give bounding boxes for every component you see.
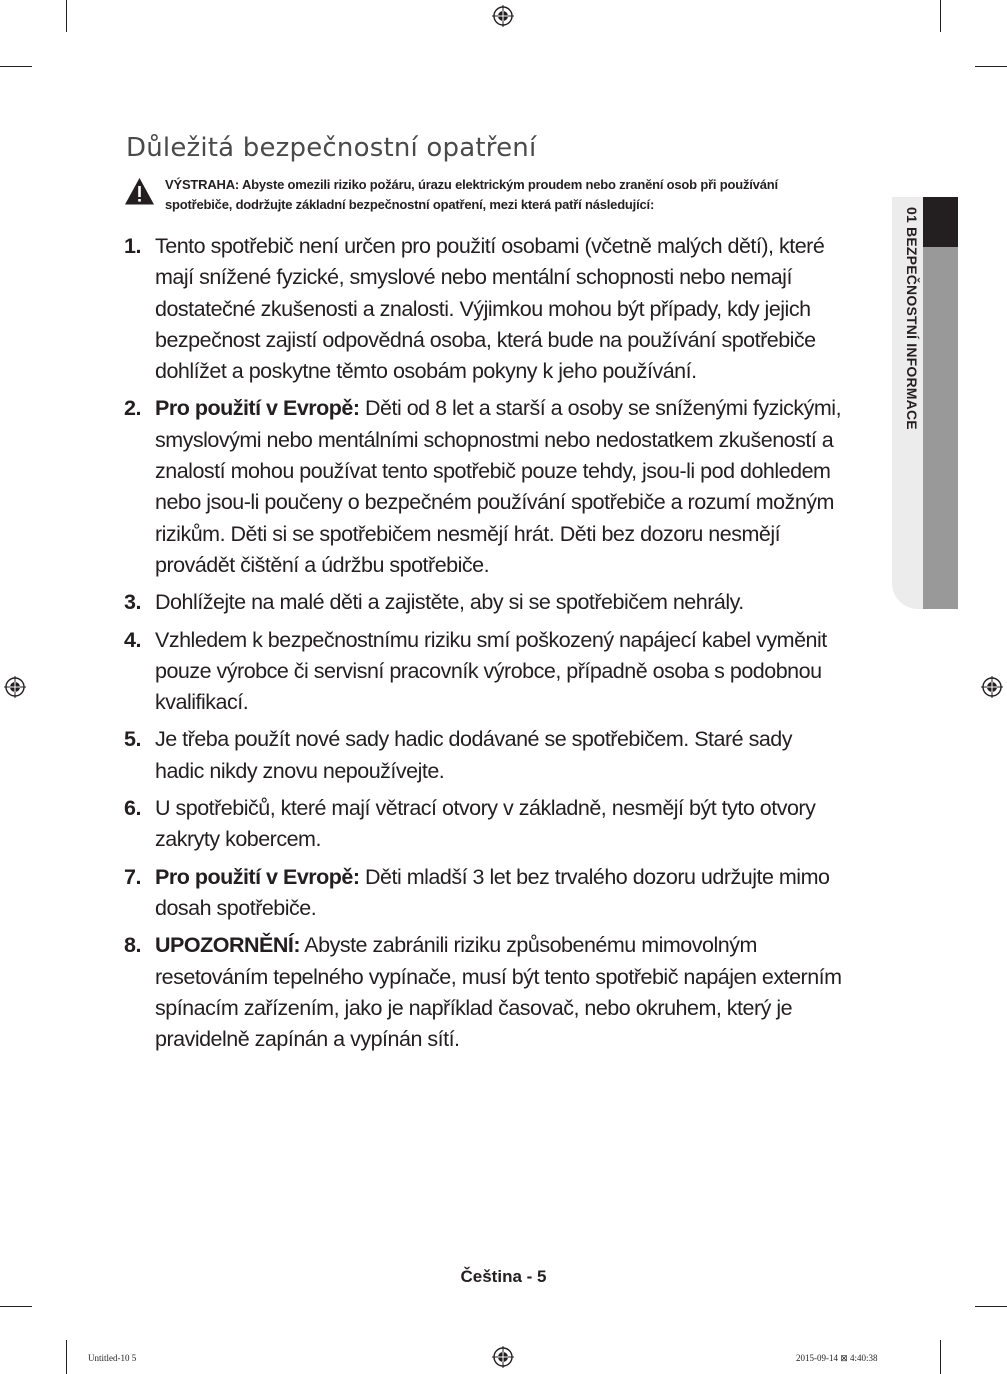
chapter-tab-bar — [923, 247, 958, 609]
item-body: Děti od 8 let a starší a osoby se sníženými fyzickými, smyslovými nebo mentálními schopnostmi nebo nedostatkem zkušeností a znalostí mohou používat tento spotřebič pouze tehdy, jsou-li pod dohledem nebo jsou-li poučeny o bezpečném používání spotřebiče a rozumí možným rizikům. Děti si se spotřebičem nesmějí hrát. Děti bez dozoru nesmějí provádět čištění a údržbu spotřebiče. — [155, 396, 842, 577]
item-text — [155, 724, 844, 787]
item-text — [155, 862, 844, 925]
list-item — [124, 793, 844, 856]
item-text — [155, 930, 844, 1055]
item-lead: Pro použití v Evropě: — [155, 396, 360, 421]
item-lead: Pro použití v Evropě: — [155, 864, 360, 889]
item-body: Abyste zabránili riziku způsobenému mimovolným resetováním tepelného vypínače, musí být tento spotřebič napájen externím spínacím zařízením, jako je například časovač, nebo okruhem, který je pravidelně zapínán a vypínán sítí. — [155, 933, 842, 1052]
item-number: 1. — [124, 234, 141, 258]
item-body: U spotřebičů, které mají větrací otvory v základně, nesmějí být tyto otvory zakryty kobercem. — [155, 796, 816, 852]
item-body: Dohlížejte na malé děti a zajistěte, aby si se spotřebičem nehrály. — [155, 590, 744, 615]
list-item — [124, 930, 844, 1055]
crop-mark — [66, 1340, 67, 1374]
item-body: Vzhledem k bezpečnostnímu riziku smí poškozený napájecí kabel vyměnit pouze výrobce či servisní pracovník výrobce, případně osoba s podobnou kvalifikací. — [155, 627, 827, 715]
item-number: 2. — [124, 396, 141, 421]
item-number: 8. — [124, 933, 141, 958]
item-number: 4. — [124, 627, 141, 652]
crop-mark — [975, 66, 1007, 67]
item-text — [155, 587, 844, 618]
print-slug-right: 2015-09-14 ⊠ 4:40:38 — [796, 1353, 878, 1363]
list-item — [124, 625, 844, 719]
page-number: Čeština - 5 — [460, 1267, 547, 1286]
print-slug-left: Untitled-10 5 — [88, 1353, 137, 1363]
crop-mark — [975, 1306, 1007, 1307]
chapter-tab-marker — [923, 197, 958, 247]
registration-mark-icon — [492, 5, 514, 27]
warning-notice — [124, 175, 834, 215]
page-title: Důležitá bezpečnostní opatření — [126, 133, 537, 163]
list-item — [124, 393, 844, 581]
warning-triangle-icon — [124, 177, 155, 206]
list-item — [124, 862, 844, 925]
item-number: 7. — [124, 864, 141, 889]
list-item — [124, 587, 844, 618]
crop-mark — [0, 66, 32, 67]
crop-mark — [0, 1306, 32, 1307]
item-body: Je třeba použít nové sady hadic dodávané se spotřebičem. Staré sady hadic nikdy znovu nepoužívejte. — [155, 727, 792, 783]
crop-mark — [940, 0, 941, 32]
chapter-label: 01 BEZPEČNOSTNÍ INFORMACE — [904, 207, 920, 430]
list-item — [124, 724, 844, 787]
crop-mark — [940, 1340, 941, 1374]
list-item — [124, 231, 844, 387]
item-number: 3. — [124, 590, 141, 615]
warning-text: VÝSTRAHA: Abyste omezili riziko požáru, úrazu elektrickým proudem nebo zranění osob při používání spotřebiče, dodržujte základní bezpečnostní opatření, mezi která patří následující: — [165, 177, 778, 212]
item-text — [155, 393, 844, 581]
registration-mark-icon — [4, 676, 26, 698]
item-body: Děti mladší 3 let bez trvalého dozoru udržujte mimo dosah spotřebiče. — [155, 864, 830, 920]
item-number: 6. — [124, 796, 141, 821]
item-number: 5. — [124, 727, 141, 752]
registration-mark-icon — [981, 676, 1003, 698]
item-text — [155, 625, 844, 719]
item-lead: UPOZORNĚNÍ: — [155, 933, 300, 958]
safety-list — [124, 231, 844, 1061]
item-text — [155, 793, 844, 856]
item-text — [155, 231, 844, 387]
registration-mark-icon — [492, 1346, 514, 1368]
crop-mark — [66, 0, 67, 32]
item-body: Tento spotřebič není určen pro použití osobami (včetně malých dětí), které mají snížené fyzické, smyslové nebo mentální schopnosti nebo nemají dostatečné zkušenosti a znalosti. Výjimkou mohou být případy, kdy jejich bezpečnost zajistí odpovědná osoba, která bude na používání spotřebiče dohlížet a poskytne těmto osobám pokyny k jeho používání. — [155, 234, 825, 384]
